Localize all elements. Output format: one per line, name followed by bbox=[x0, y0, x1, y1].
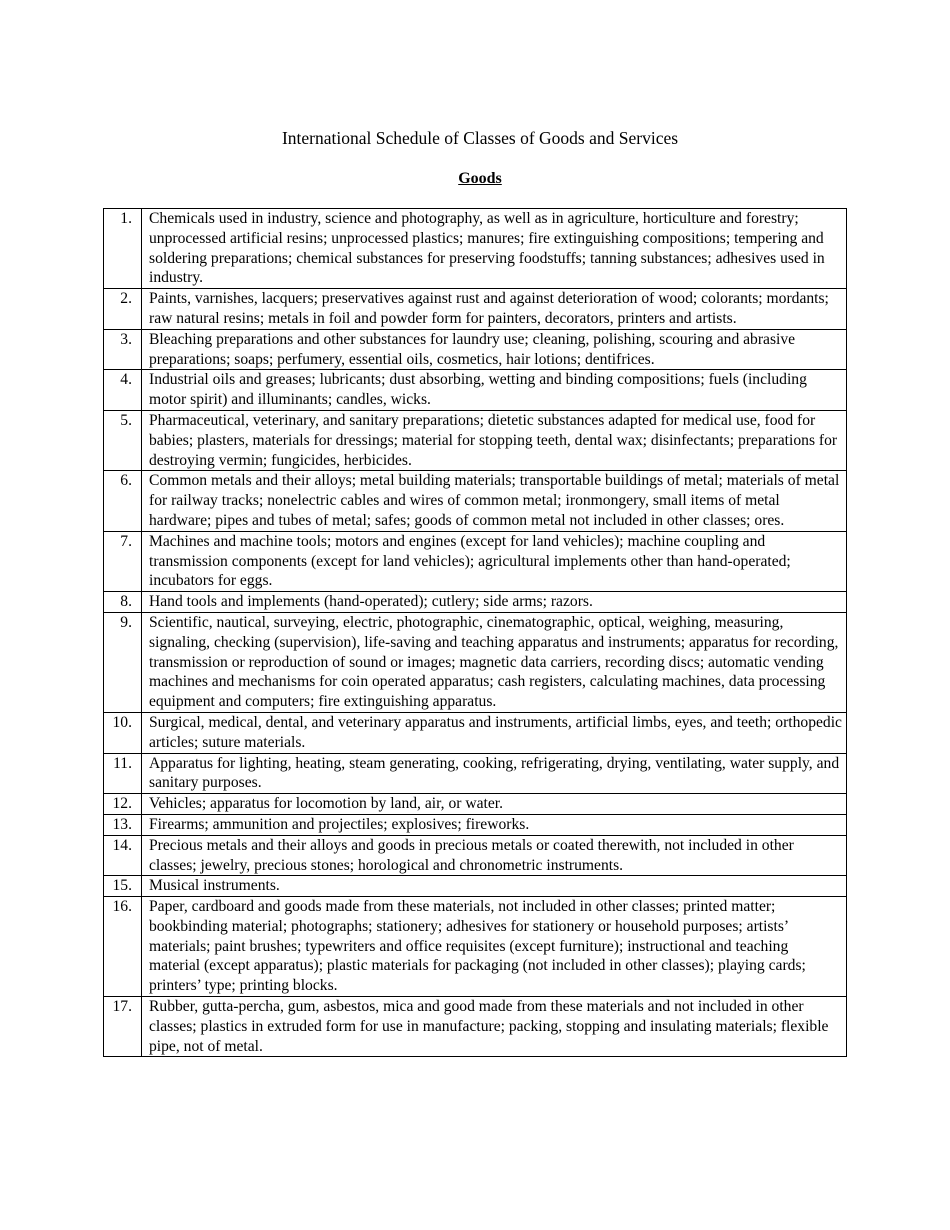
table-row bbox=[104, 835, 847, 876]
class-description: Vehicles; apparatus for locomotion by land, air, or water. bbox=[142, 794, 847, 815]
table-row bbox=[104, 897, 847, 997]
class-number: 5. bbox=[104, 410, 142, 470]
class-description: Paper, cardboard and goods made from these materials, not included in other classes; printed matter; bookbinding material; photographs; stationery; adhesives for stationery or household purposes; artists’ materials; paint brushes; typewriters and office requisites (except furniture); instructional and teaching material (except apparatus); plastic materials for packaging (not included in other classes); playing cards; printers’ type; printing blocks. bbox=[142, 897, 847, 997]
table-row bbox=[104, 794, 847, 815]
class-number: 15. bbox=[104, 876, 142, 897]
table-row bbox=[104, 471, 847, 531]
class-description: Pharmaceutical, veterinary, and sanitary preparations; dietetic substances adapted for medical use, food for babies; plasters, materials for dressings; material for stopping teeth, dental wax; disinfectants; preparations for destroying vermin; fungicides, herbicides. bbox=[142, 410, 847, 470]
table-row bbox=[104, 753, 847, 794]
table-row bbox=[104, 209, 847, 289]
class-description: Common metals and their alloys; metal building materials; transportable buildings of metal; materials of metal for railway tracks; nonelectric cables and wires of common metal; ironmongery, small items of metal hardware; pipes and tubes of metal; safes; goods of common metal not included in other classes; ores. bbox=[142, 471, 847, 531]
class-number: 10. bbox=[104, 712, 142, 753]
class-number: 4. bbox=[104, 370, 142, 411]
class-description: Musical instruments. bbox=[142, 876, 847, 897]
table-row bbox=[104, 531, 847, 591]
class-number: 13. bbox=[104, 814, 142, 835]
page-title: International Schedule of Classes of Goods and Services bbox=[281, 128, 679, 148]
class-description: Precious metals and their alloys and goods in precious metals or coated therewith, not included in other classes; jewelry, precious stones; horological and chronometric instruments. bbox=[142, 835, 847, 876]
table-row bbox=[104, 712, 847, 753]
class-number: 6. bbox=[104, 471, 142, 531]
class-number: 2. bbox=[104, 289, 142, 330]
class-description: Hand tools and implements (hand-operated); cutlery; side arms; razors. bbox=[142, 592, 847, 613]
class-number: 3. bbox=[104, 329, 142, 370]
table-row bbox=[104, 370, 847, 411]
class-description: Apparatus for lighting, heating, steam generating, cooking, refrigerating, drying, ventilating, water supply, and sanitary purposes. bbox=[142, 753, 847, 794]
class-description: Chemicals used in industry, science and photography, as well as in agriculture, horticulture and forestry; unprocessed artificial resins; unprocessed plastics; manures; fire extinguishing compositions; tempering and soldering preparations; chemical substances for preserving foodstuffs; tanning substances; adhesives used in industry. bbox=[142, 209, 847, 289]
table-row bbox=[104, 410, 847, 470]
goods-classes-table-body bbox=[104, 209, 847, 1057]
table-row bbox=[104, 814, 847, 835]
class-description: Machines and machine tools; motors and engines (except for land vehicles); machine coupling and transmission components (except for land vehicles); agricultural implements other than hand-operated; incubators for eggs. bbox=[142, 531, 847, 591]
table-row bbox=[104, 876, 847, 897]
class-number: 1. bbox=[104, 209, 142, 289]
table-row bbox=[104, 997, 847, 1057]
table-row bbox=[104, 612, 847, 712]
class-description: Industrial oils and greases; lubricants; dust absorbing, wetting and binding compositions; fuels (including motor spirit) and illuminants; candles, wicks. bbox=[142, 370, 847, 411]
class-number: 11. bbox=[104, 753, 142, 794]
class-description: Scientific, nautical, surveying, electric, photographic, cinematographic, optical, weighing, measuring, signaling, checking (supervision), life-saving and teaching apparatus and instruments; apparatus for recording, transmission or reproduction of sound or images; magnetic data carriers, recording discs; automatic vending machines and mechanisms for coin operated apparatus; cash registers, calculating machines, data processing equipment and computers; fire extinguishing apparatus. bbox=[142, 612, 847, 712]
class-number: 7. bbox=[104, 531, 142, 591]
section-heading-goods: Goods bbox=[458, 170, 502, 187]
class-number: 17. bbox=[104, 997, 142, 1057]
class-description: Bleaching preparations and other substances for laundry use; cleaning, polishing, scouring and abrasive preparations; soaps; perfumery, essential oils, cosmetics, hair lotions; dentifrices. bbox=[142, 329, 847, 370]
goods-classes-table bbox=[103, 208, 847, 1057]
class-description: Firearms; ammunition and projectiles; explosives; fireworks. bbox=[142, 814, 847, 835]
class-number: 12. bbox=[104, 794, 142, 815]
class-number: 16. bbox=[104, 897, 142, 997]
table-row bbox=[104, 329, 847, 370]
class-description: Rubber, gutta-percha, gum, asbestos, mica and good made from these materials and not included in other classes; plastics in extruded form for use in manufacture; packing, stopping and insulating materials; flexible pipe, not of metal. bbox=[142, 997, 847, 1057]
table-row bbox=[104, 289, 847, 330]
class-description: Paints, varnishes, lacquers; preservatives against rust and against deterioration of wood; colorants; mordants; raw natural resins; metals in foil and powder form for painters, decorators, printers and artists. bbox=[142, 289, 847, 330]
class-description: Surgical, medical, dental, and veterinary apparatus and instruments, artificial limbs, eyes, and teeth; orthopedic articles; suture materials. bbox=[142, 712, 847, 753]
class-number: 9. bbox=[104, 612, 142, 712]
class-number: 14. bbox=[104, 835, 142, 876]
class-number: 8. bbox=[104, 592, 142, 613]
table-row bbox=[104, 592, 847, 613]
